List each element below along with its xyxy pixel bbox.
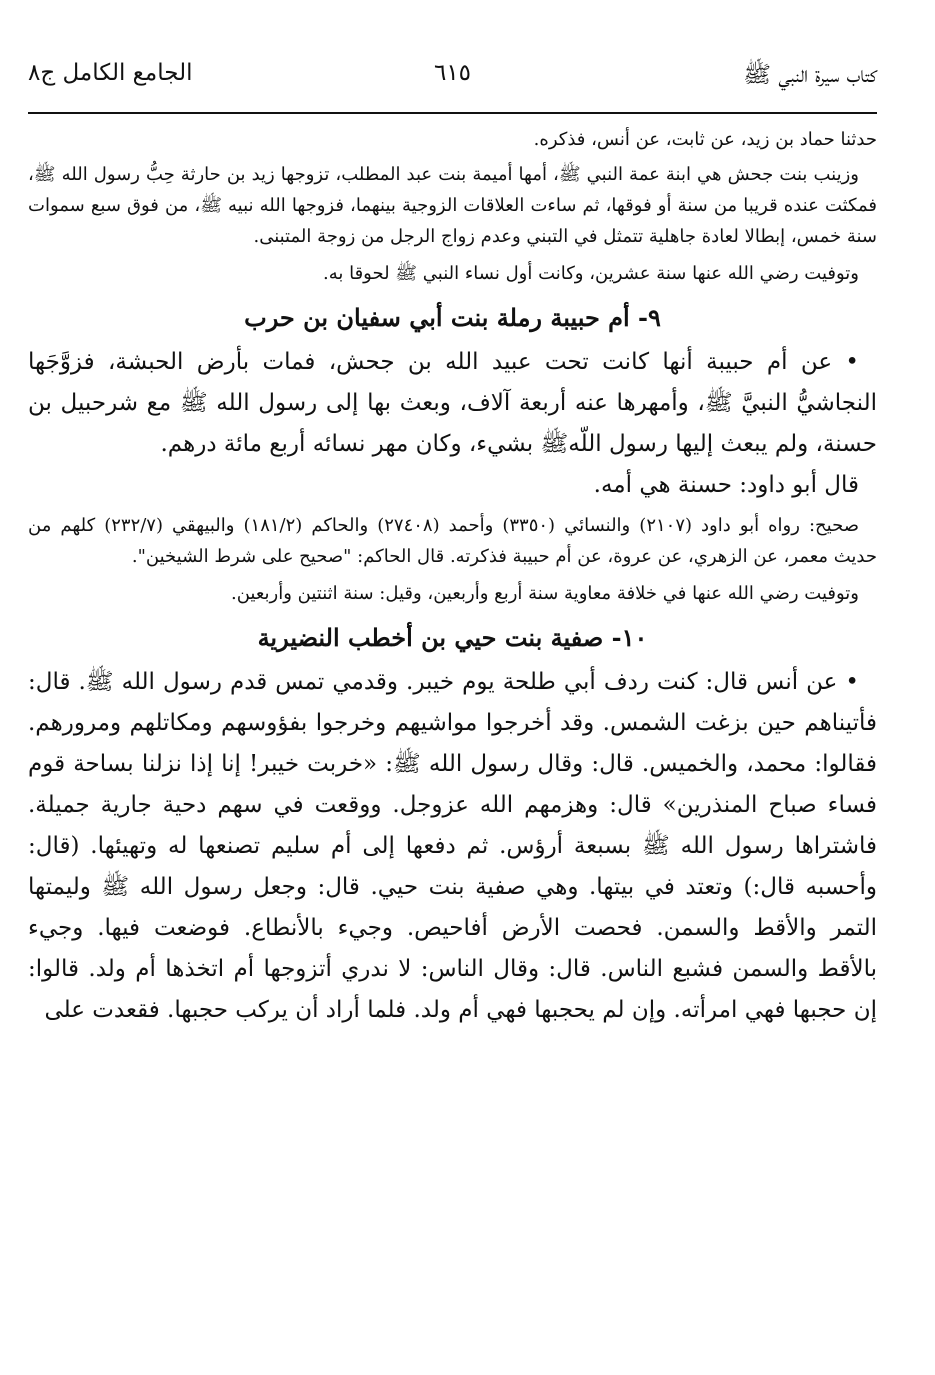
section-heading-9: ٩- أم حبيبة رملة بنت أبي سفيان بن حرب	[244, 303, 661, 332]
section-heading-10: ١٠- صفية بنت حيي بن أخطب النضيرية	[257, 623, 648, 652]
paragraph-zaynab-death: وتوفيت رضي الله عنها سنة عشرين، وكانت أول نساء النبي ﷺ لحوقا به.	[322, 263, 859, 284]
paragraph-takhrij: صحيح: رواه أبو داود (٢١٠٧) والنسائي (٣٣٥٠) وأحمد (٢٧٤٠٨) والحاكم (١٨١/٢) والبيهقي (٢٣٢/٧) كلهم من حديث معمر، عن الزهري، عن عروة، عن أم حبيبة فذكرته. قال الحاكم: "صحيح على شرط الشيخين".	[28, 515, 877, 567]
paragraph-safiyya-hadith: • عن أنس قال: كنت ردف أبي طلحة يوم خيبر. وقدمي تمس قدم رسول الله ﷺ. قال: فأتيناهم حين بزغت الشمس. وقد أخرجوا مواشيهم وخرجوا بفؤوسهم ومكاتلهم ومرورهم. فقالوا: محمد، والخميس. قال: وقال رسول الله ﷺ: «خربت خيبر! إنا إذا نزلنا بساحة قوم فساء صباح المنذرين» قال: وهزمهم الله عزوجل. ووقعت في سهم دحية جارية جميلة. فاشتراها رسول الله ﷺ بسبعة أرؤس. ثم دفعها إلى أم سليم تصنعها له وتهيئها. (قال: وأحسبه قال:) وتعتد في بيتها. وهي صفية بنت حيي. قال: وجعل رسول الله ﷺ وليمتها التمر والأقط والسمن. فحصت الأرض أفاحيص. وجيء بالأنطاع. فوضعت فيها. وجيء بالأقط والسمن فشبع الناس. قال: وقال الناس: لا ندري أتزوجها أم اتخذها أم ولد. قالوا: إن حجبها فهي امرأته. وإن لم يحجبها فهي أم ولد. فلما أراد أن يركب حجبها. فقعدت على	[28, 669, 877, 1023]
paragraph-chain-end: حدثنا حماد بن زيد، عن ثابت، عن أنس، فذكره.	[533, 129, 877, 150]
page-body	[28, 124, 877, 1031]
volume-label: الجامع الكامل ج٨	[28, 60, 193, 86]
header-divider	[28, 112, 877, 114]
paragraph-zaynab-bio: وزينب بنت جحش هي ابنة عمة النبي ﷺ، أمها أميمة بنت عبد المطلب، تزوجها زيد بن حارثة حِبُّ رسول الله ﷺ، فمكثت عنده قريبا من سنة أو فوقها، ثم ساءت العلاقات الزوجية بينهما، فزوجها الله نبيه ﷺ، من فوق سبع سموات سنة خمس، إبطالا لعادة جاهلية تتمثل في التبني وعدم زواج الرجل من زوجة المتبنى.	[28, 164, 877, 247]
paragraph-abu-dawud-note: قال أبو داود: حسنة هي أمه.	[593, 472, 859, 498]
page-header	[28, 60, 877, 100]
book-title: كتاب سيرة النبي ﷺ	[743, 62, 877, 88]
paragraph-umm-habiba-hadith: • عن أم حبيبة أنها كانت تحت عبيد الله بن جحش، فمات بأرض الحبشة، فزوَّجَها النجاشيُّ النبيَّ ﷺ، وأمهرها عنه أربعة آلاف، وبعث بها إلى رسول الله ﷺ مع شرحبيل بن حسنة، ولم يبعث إليها رسول اللّهﷺ بشيء، وكان مهر نسائه أربع مائة درهم.	[28, 349, 877, 457]
paragraph-umm-habiba-death: وتوفيت رضي الله عنها في خلافة معاوية سنة أربع وأربعين، وقيل: سنة اثنتين وأربعين.	[230, 583, 859, 604]
page-number: ٦١٥	[433, 60, 472, 86]
